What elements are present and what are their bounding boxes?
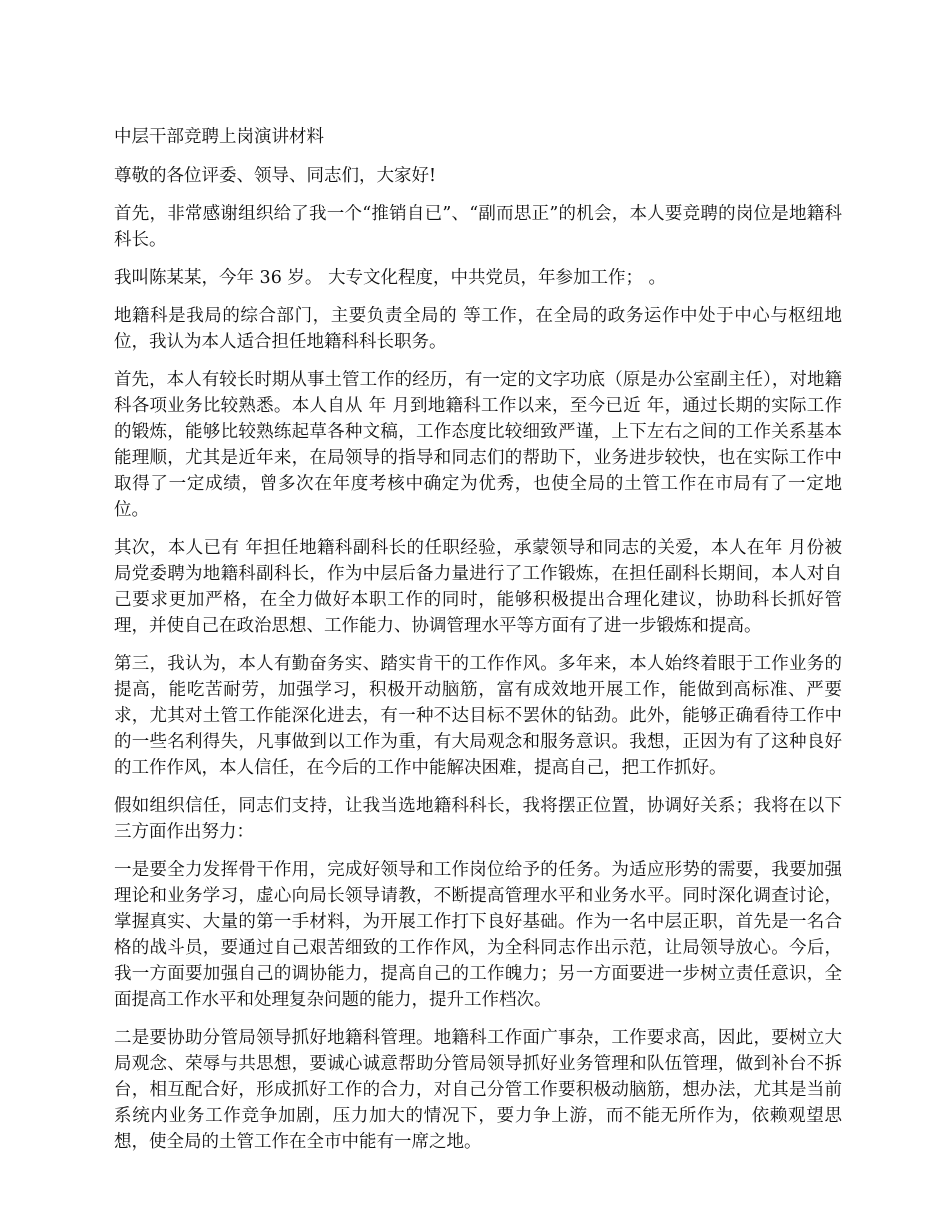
document-title: 中层干部竞聘上岗演讲材料 xyxy=(114,127,324,147)
paragraph-greeting: 尊敬的各位评委、领导、同志们，大家好! xyxy=(114,166,437,186)
paragraph-commitment-one: 一是要全力发挥骨干作用，完成好领导和工作岗位给予的任务。为适应形势的需要，我要加强理论和业务学习，虚心向局长领导请教，不断提高管理水平和业务水平。同时深化调查讨论，掌握真实、大量的第一手材料，为开展工作打下良好基础。作为一名中层正职，首先是一名合格的战斗员，要通过自己艰苦细致的工作作风，为全科同志作出示范，让局领导放心。今后，我一方面要加强自己的调协能力，提高自己的工作魄力；另一方面要进一步树立责任意识，全面提高工作水平和处理复杂问题的能力，提升工作档次。 xyxy=(114,860,842,1010)
paragraph-experience: 首先，本人有较长时期从事土管工作的经历，有一定的文字功底（原是办公室副主任），对地籍科各项业务比较熟悉。本人自从 年 月到地籍科工作以来，至今已近 年，通过长期的实际工作的锻炼，能够比较熟练起草各种文稿，工作态度比较细致严谨，上下左右之间的工作关系基本能理顺，尤其是近年来，在局领导的指导和同志们的帮助下，业务进步较快，也在实际工作中取得了一定成绩，曾多次在年度考核中确定为优秀，也使全局的土管工作在市局有了一定地位。 xyxy=(114,370,842,520)
paragraph-commitment-two: 二是要协助分管局领导抓好地籍科管理。地籍科工作面广事杂，工作要求高，因此，要树立大局观念、荣辱与共思想，要诚心诚意帮助分管局领导抓好业务管理和队伍管理，做到补台不拆台，相互配合好，形成抓好工作的合力，对自己分管工作要积极动脑筋，想办法，尤其是当前系统内业务工作竞争加剧，压力加大的情况下，要力争上游，而不能无所作为，依赖观望思想，使全局的土管工作在全市中能有一席之地。 xyxy=(114,1028,842,1152)
paragraph-work-style: 第三，我认为，本人有勤奋务实、踏实肯干的工作作风。多年来，本人始终着眼于工作业务的提高，能吃苦耐劳，加强学习，积极开动脑筋，富有成效地开展工作，能做到高标准、严要求，尤其对土管工作能深化进去，有一种不达目标不罢休的钻劲。此外，能够正确看待工作中的一些名利得失，凡事做到以工作为重，有大局观念和服务意识。我想，正因为有了这种良好的工作作风，本人信任，在今后的工作中能解决困难，提高自己，把工作抓好。 xyxy=(114,654,842,778)
paragraph-deputy-experience: 其次，本人已有 年担任地籍科副科长的任职经验，承蒙领导和同志的关爱，本人在年 月份被局党委聘为地籍科副科长，作为中层后备力量进行了工作锻炼，在担任副科长期间，本人对自己要求更加严格，在全力做好本职工作的同时，能够积极提出合理化建议，协助科长抓好管理，并使自己在政治思想、工作能力、协调管理水平等方面有了进一步锻炼和提高。 xyxy=(114,538,842,636)
paragraph-commitment-intro: 假如组织信任，同志们支持，让我当选地籍科科长，我将摆正位置，协调好关系；我将在以下三方面作出努力： xyxy=(114,796,842,842)
document-body xyxy=(114,124,842,1167)
paragraph-department-intro: 地籍科是我局的综合部门，主要负责全局的 等工作，在全局的政务运作中处于中心与枢纽地位，我认为本人适合担任地籍科科长职务。 xyxy=(114,306,842,352)
paragraph-thanks: 首先，非常感谢组织给了我一个“推销自已”、“副而思正”的机会，本人要竞聘的岗位是地籍科科长。 xyxy=(114,204,842,250)
paragraph-self-intro: 我叫陈某某，今年 36 岁。 大专文化程度，中共党员，年参加工作； 。 xyxy=(114,268,667,288)
